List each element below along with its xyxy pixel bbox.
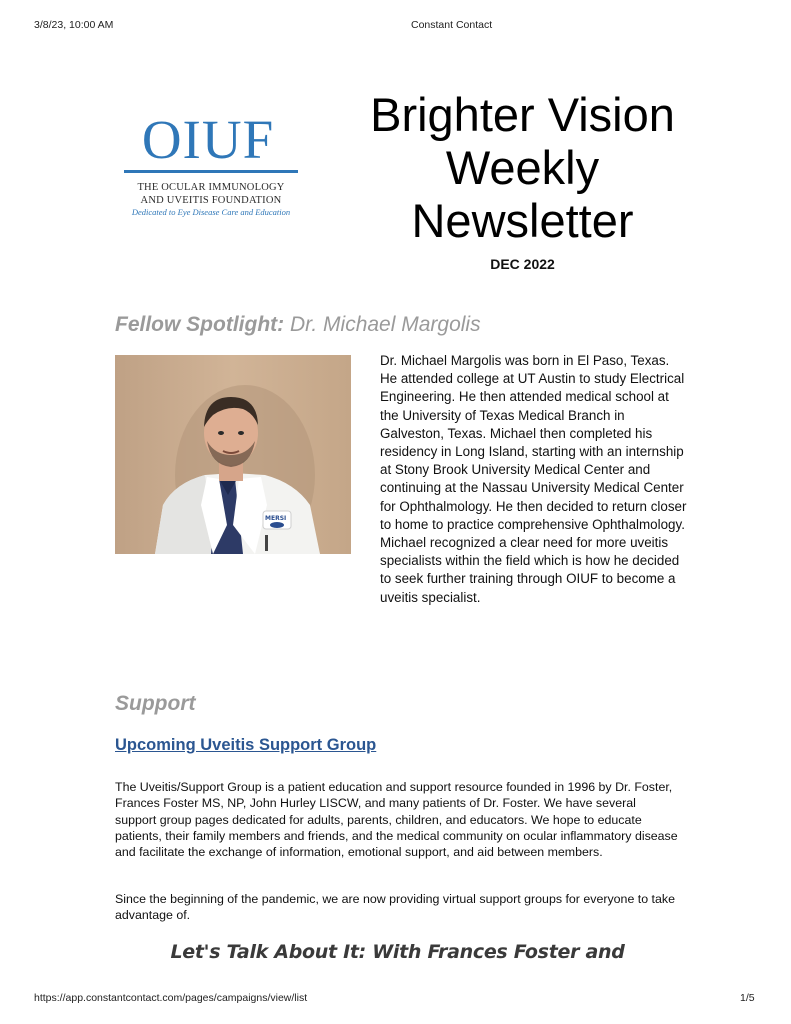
spotlight-heading (115, 313, 481, 337)
logo-rule (124, 170, 298, 173)
fellow-photo-illustration (115, 355, 351, 554)
print-site-name: Constant Contact (411, 19, 493, 31)
title-line-2: Weekly (445, 141, 600, 194)
support-paragraph-1: The Uveitis/Support Group is a patient education and support resource founded in 1996 by Dr. Foster, Frances Foster MS, NP, John Hurley LISCW, and many patients of Dr. Foster. We have several support group pages dedicated for adults, parents, children, and educators. We hope to educate patients, their family members and friends, and the medical community on ocular inflammatory disease and facilitate the exchange of information, emotional support, and aid between members. (115, 780, 678, 860)
newsletter-title (340, 88, 705, 247)
print-datetime: 3/8/23, 10:00 AM (34, 19, 114, 31)
logo-line-2: AND UVEITIS FOUNDATION (140, 195, 282, 206)
support-banner-title: Let's Talk About It: With Frances Foster and (170, 941, 625, 963)
print-url: https://app.constantcontact.com/pages/campaigns/view/list (34, 992, 308, 1004)
newsletter-date: DEC 2022 (490, 256, 555, 272)
support-heading: Support (115, 692, 196, 715)
print-page-number: 1/5 (740, 992, 755, 1004)
spotlight-name: Dr. Michael Margolis (289, 313, 481, 336)
logo-tagline: Dedicated to Eye Disease Care and Education (131, 207, 291, 217)
logo-line-1: THE OCULAR IMMUNOLOGY (137, 182, 285, 193)
fellow-photo (115, 355, 351, 554)
title-line-1: Brighter Vision (370, 88, 675, 141)
coat-logo-text: MERSI (265, 515, 287, 522)
fellow-bio: Dr. Michael Margolis was born in El Paso, Texas. He attended college at UT Austin to study Electrical Engineering. He then attended medical school at the University of Texas Medical Branch in Galveston, Texas. Michael then completed his residency in Long Island, starting with an internship at Stony Brook University Medical Center and continuing at the Nassau University Medical Center for Ophthalmology. He then decided to return closer to home to practice comprehensive Ophthalmology. Michael recognized a clear need for more uveitis specialists within the field which is how he decided to seek further training through OIUF to become a uveitis specialist. (380, 353, 687, 605)
spotlight-label: Fellow Spotlight: (115, 313, 285, 336)
logo-mark: OIUF (141, 109, 275, 170)
title-line-3: Newsletter (411, 194, 634, 247)
support-group-link[interactable]: Upcoming Uveitis Support Group (115, 736, 377, 754)
support-paragraph-2: Since the beginning of the pandemic, we are now providing virtual support groups for everyone to take advantage of. (115, 892, 675, 923)
oiuf-logo (118, 109, 304, 218)
